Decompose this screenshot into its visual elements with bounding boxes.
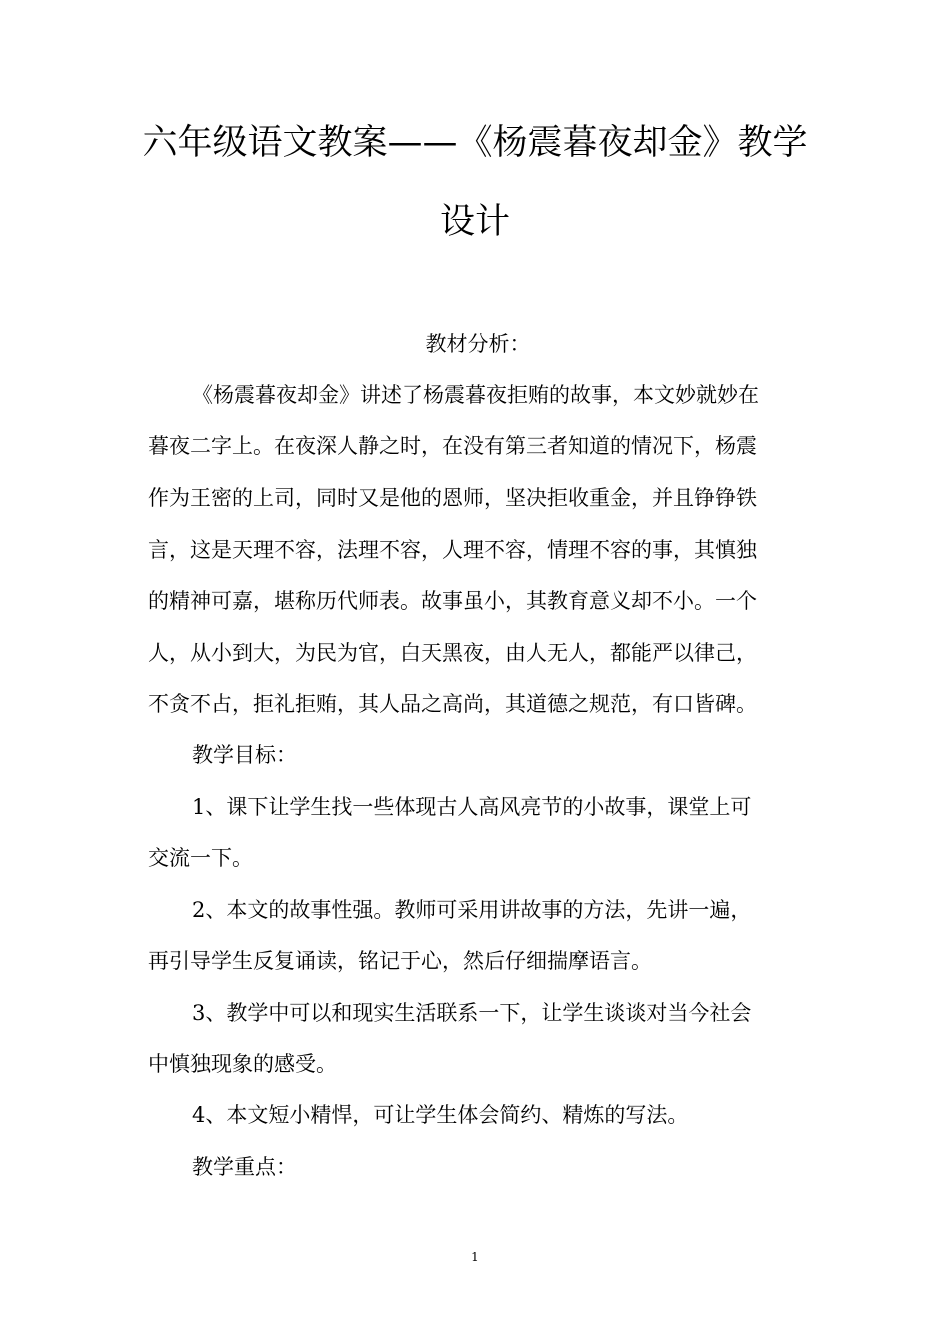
document-title-line-1: 六年级语文教案——《杨震暮夜却金》教学 — [142, 123, 808, 163]
goal-number: 1 — [192, 795, 206, 819]
goal-number: 4 — [192, 1103, 206, 1127]
key-points-heading: 教学重点： — [192, 1155, 297, 1179]
goals-heading: 教学目标： — [192, 743, 297, 767]
analysis-line: 暮夜二字上。在夜深人静之时，在没有第三者知道的情况下，杨震 — [148, 434, 757, 458]
goal-item-1 — [192, 792, 852, 822]
goal-item-3-continued: 中慎独现象的感受。 — [148, 1052, 337, 1076]
analysis-heading: 教材分析： — [425, 332, 531, 356]
goal-text: 、课下让学生找一些体现古人高风亮节的小故事，课堂上可 — [205, 795, 752, 819]
goal-text: 、本文短小精悍，可让学生体会简约、精炼的写法。 — [205, 1103, 689, 1127]
goal-item-2-continued: 再引导学生反复诵读，铭记于心，然后仔细揣摩语言。 — [148, 949, 652, 973]
analysis-line: 人，从小到大，为民为官，白天黑夜，由人无人，都能严以律己， — [148, 641, 757, 665]
document-title-line-2: 设计 — [439, 202, 510, 242]
goal-text: 、本文的故事性强。教师可采用讲故事的方法，先讲一遍， — [205, 898, 752, 922]
goal-item-1-continued: 交流一下。 — [148, 846, 253, 870]
page-number: 1 — [471, 1250, 479, 1264]
analysis-line: 言，这是天理不容，法理不容，人理不容，情理不容的事，其慎独 — [148, 538, 757, 562]
goal-item-3 — [192, 998, 852, 1028]
goal-item-4 — [192, 1100, 852, 1130]
goal-number: 3 — [192, 1001, 206, 1025]
analysis-line: 作为王密的上司，同时又是他的恩师，坚决拒收重金，并且铮铮铁 — [148, 486, 757, 510]
goal-number: 2 — [192, 898, 206, 922]
analysis-line: 《杨震暮夜却金》讲述了杨震暮夜拒贿的故事，本文妙就妙在 — [192, 383, 759, 407]
analysis-line: 的精神可嘉，堪称历代师表。故事虽小，其教育意义却不小。一个 — [148, 589, 757, 613]
goal-item-2 — [192, 895, 852, 925]
analysis-line: 不贪不占，拒礼拒贿，其人品之高尚，其道德之规范，有口皆碑。 — [148, 692, 757, 716]
goal-text: 、教学中可以和现实生活联系一下，让学生谈谈对当今社会 — [205, 1001, 752, 1025]
